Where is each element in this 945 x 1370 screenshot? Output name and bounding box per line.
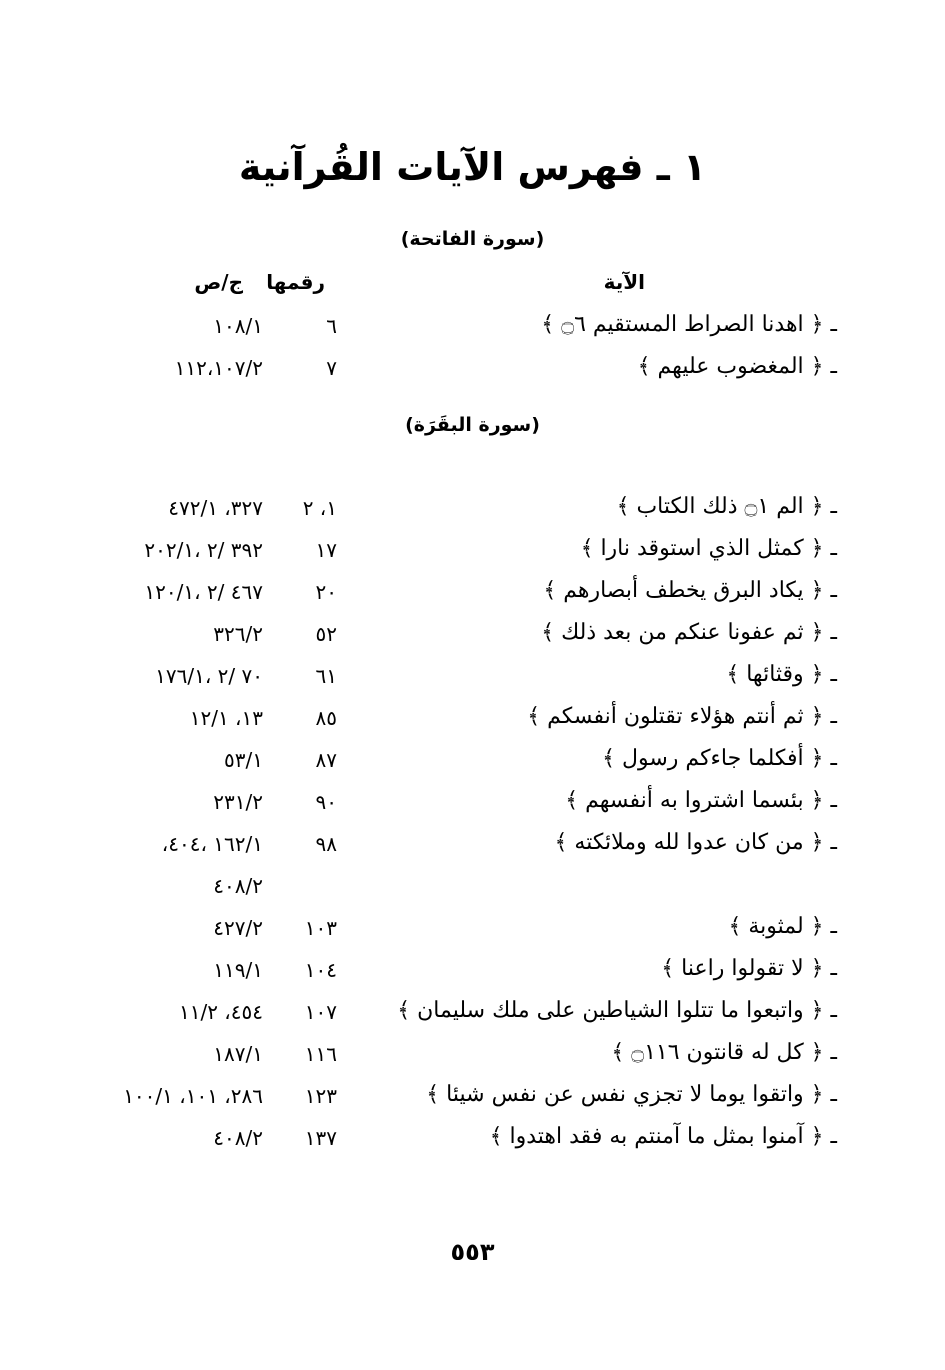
verse-number: ١٣٧: [304, 1126, 337, 1150]
volume-page-ref: ٢٨٦، ١٠١، ١٠٠/١: [123, 1084, 263, 1108]
table-row: [0, 830, 945, 870]
verse-number: ٩٠: [315, 790, 337, 814]
verse-text: ـ ﴿ ثم عفونا عنكم من بعد ذلك ﴾: [541, 620, 837, 645]
verse-text: ـ ﴿ أفكلما جاءكم رسول ﴾: [602, 746, 837, 771]
verse-text: ـ ﴿ لمثوبة ﴾: [728, 914, 837, 939]
verse-text: ـ ﴿ المغضوب عليهم ﴾: [637, 354, 837, 379]
table-row: [0, 662, 945, 702]
verse-number: ١٧: [315, 538, 337, 562]
volume-page-ref: ٤٠٨/٢: [213, 874, 263, 898]
verse-text: ـ ﴿ كل له قانتون ۝١١٦ ﴾: [611, 1040, 837, 1065]
table-row: [0, 1124, 945, 1164]
table-row: [0, 536, 945, 576]
verse-text: ـ ﴿ بئسما اشتروا به أنفسهم ﴾: [565, 788, 837, 813]
volume-page-ref: ١٦٢/١ ،٤٠٤،: [161, 832, 263, 856]
table-row: [0, 998, 945, 1038]
verse-number: ٨٥: [315, 706, 337, 730]
verse-number: ١٠٧: [304, 1000, 337, 1024]
volume-page-ref: ٣٢٧، ٤٧٢/١: [168, 496, 263, 520]
verse-text: ـ ﴿ واتبعوا ما تتلوا الشياطين على ملك سليمان ﴾: [397, 998, 837, 1023]
table-row: [0, 494, 945, 534]
verse-number: ١١٦: [304, 1042, 337, 1066]
volume-page-ref: ١٠٨/١: [213, 314, 263, 338]
volume-page-ref: ٧٠ /٢ ،١٧٦/١: [155, 664, 263, 688]
page-number: ٥٥٣: [450, 1238, 495, 1266]
verse-number: ٧: [326, 356, 337, 380]
volume-page-ref: ١١٢،١٠٧/٢: [174, 356, 263, 380]
verse-number: ١٠٤: [304, 958, 337, 982]
verse-text: ـ ﴿ وقثائها ﴾: [726, 662, 837, 687]
verse-text: ـ ﴿ ثم أنتم هؤلاء تقتلون أنفسكم ﴾: [527, 704, 837, 729]
surah-heading-baqara: (سورة البقَرَة): [405, 414, 540, 436]
table-row: [0, 354, 945, 394]
page-title: ١ ـ فهرس الآيات القُرآنية: [238, 145, 707, 189]
table-row: [0, 788, 945, 828]
verse-text: ـ ﴿ كمثل الذي استوقد نارا ﴾: [580, 536, 837, 561]
verse-number: ٩٨: [315, 832, 337, 856]
volume-page-ref: ١١٩/١: [213, 958, 263, 982]
verse-text: ـ ﴿ اهدنا الصراط المستقيم ۝٦ ﴾: [541, 312, 837, 337]
verse-number: ٦: [326, 314, 337, 338]
verse-number: ٢٠: [315, 580, 337, 604]
verse-text: ـ ﴿ آمنوا بمثل ما آمنتم به فقد اهتدوا ﴾: [489, 1124, 837, 1149]
table-row: [0, 578, 945, 618]
verse-number: ٥٢: [315, 622, 337, 646]
table-row: [0, 746, 945, 786]
volume-page-ref: ٣٩٢ /٢ ،٢٠٢/١: [144, 538, 263, 562]
table-row: [0, 704, 945, 744]
table-row: [0, 956, 945, 996]
table-row: [0, 914, 945, 954]
volume-page-ref: ٤٦٧ /٢ ،١٢٠/١: [144, 580, 263, 604]
verse-text: ـ ﴿ من كان عدوا لله وملائكته ﴾: [554, 830, 837, 855]
volume-page-ref: ٥٣/١: [224, 748, 263, 772]
volume-page-ref: ٤٢٧/٢: [213, 916, 263, 940]
verse-number: ٦١: [315, 664, 337, 688]
verse-text: ـ ﴿ الم ۝١ ذلك الكتاب ﴾: [616, 494, 837, 519]
volume-page-ref: ٣٢٦/٢: [213, 622, 263, 646]
column-header-volume-page: ج/ص: [194, 270, 243, 294]
volume-page-ref: ١٣، ١٢/١: [189, 706, 263, 730]
volume-page-ref: ٤٠٨/٢: [213, 1126, 263, 1150]
surah-heading-fatiha: (سورة الفاتحة): [400, 228, 545, 250]
verse-number: ١٠٣: [304, 916, 337, 940]
column-header-verse: الآية: [603, 270, 645, 294]
table-row: [0, 1082, 945, 1122]
volume-page-ref: ٢٣١/٢: [213, 790, 263, 814]
volume-page-ref: ٤٥٤، ١١/٢: [178, 1000, 263, 1024]
column-header-number: رقمها: [266, 270, 325, 294]
volume-page-ref: ١٨٧/١: [213, 1042, 263, 1066]
verse-number: ١، ٢: [302, 496, 337, 520]
table-row: [0, 1040, 945, 1080]
verse-number: ١٢٣: [304, 1084, 337, 1108]
verse-text: ـ ﴿ يكاد البرق يخطف أبصارهم ﴾: [543, 578, 837, 603]
table-row: [0, 312, 945, 352]
table-row-continuation: [0, 872, 945, 912]
verse-text: ـ ﴿ لا تقولوا راعنا ﴾: [661, 956, 837, 981]
table-row: [0, 620, 945, 660]
verse-text: ـ ﴿ واتقوا يوما لا تجزي نفس عن نفس شيئا ﴾: [426, 1082, 837, 1107]
verse-number: ٨٧: [315, 748, 337, 772]
